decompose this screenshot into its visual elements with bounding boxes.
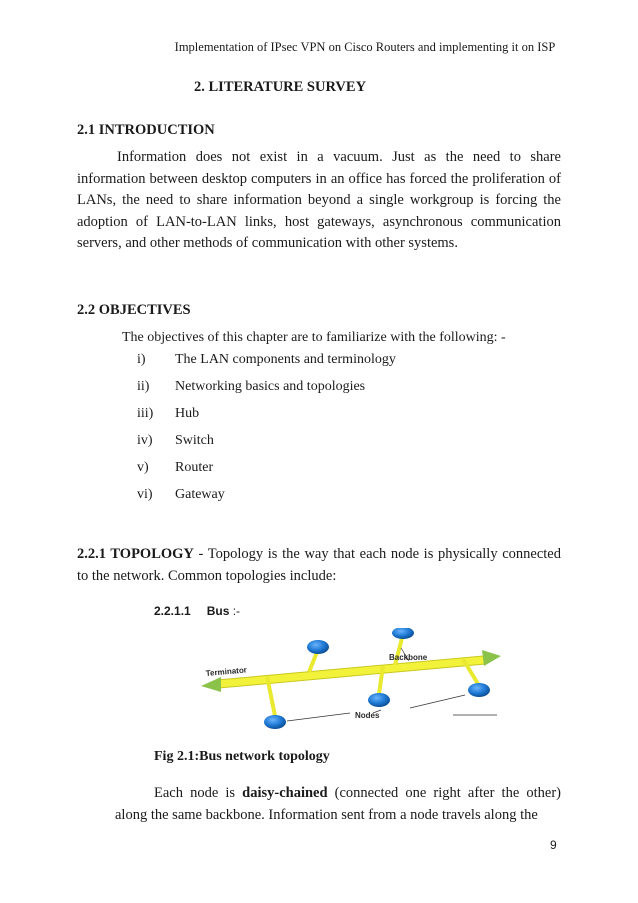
list-item-number: vi) — [137, 487, 153, 502]
emphasis-term: daisy-chained — [242, 785, 328, 801]
node-icon — [264, 715, 286, 729]
list-item-number: ii) — [137, 379, 150, 394]
bus-description-paragraph — [115, 782, 561, 826]
list-item-number: iii) — [137, 406, 154, 421]
list-item-number: i) — [137, 352, 146, 367]
nodes-label: Nodes — [355, 711, 380, 720]
subsection-heading-bus — [154, 604, 240, 618]
bus-topology-figure — [195, 628, 525, 740]
topology-heading: 2.2.1 TOPOLOGY — [77, 546, 194, 562]
node-icon — [468, 683, 490, 697]
list-item-text: Router — [175, 460, 214, 475]
page-number: 9 — [550, 838, 557, 852]
section-heading-objectives: 2.2 OBJECTIVES — [77, 302, 191, 318]
list-item-text: The LAN components and terminology — [175, 352, 396, 367]
topology-paragraph — [77, 544, 561, 587]
list-item-number: iv) — [137, 433, 153, 448]
list-item-text: Networking basics and topologies — [175, 379, 366, 394]
backbone-label: Backbone — [389, 653, 428, 662]
text-run: Each node is — [154, 785, 243, 801]
backbone-cable — [217, 656, 485, 688]
node-icon — [392, 628, 414, 639]
introduction-paragraph: Information does not exist in a vacuum. Just as the need to share information between desktop computers in an office has forced the proliferation of LANs, the need to share information beyond a single workgroup is forcing the adoption of LAN-to-LAN links, host gateways, asynchronous communication servers, and other methods of communication with other systems. — [77, 149, 561, 251]
list-item-text: Hub — [175, 406, 200, 421]
section-heading-introduction: 2.1 INTRODUCTION — [77, 122, 215, 138]
list-item-text: Switch — [175, 433, 214, 448]
list-item-number: v) — [137, 460, 149, 475]
terminator-label: Terminator — [205, 665, 248, 678]
text-run: (connected one right after the other) along the same backbone. Information sent from a node travels along the — [115, 785, 561, 823]
topology-text: - Topology is the way that each node is physically connected to the network. Common topologies include: — [77, 546, 561, 584]
figure-caption: Fig 2.1:Bus network topology — [154, 749, 330, 764]
watermark-mark — [453, 714, 497, 716]
subsection-number: 2.2.1.1 — [154, 604, 191, 618]
node-icon — [307, 640, 329, 654]
objectives-lead: The objectives of this chapter are to familiarize with the following: - — [122, 330, 506, 345]
subsection-title: Bus — [206, 604, 230, 618]
list-item-text: Gateway — [175, 487, 225, 502]
running-header: Implementation of IPsec VPN on Cisco Routers and implementing it on ISP — [174, 40, 556, 54]
node-icon — [368, 693, 390, 707]
chapter-title: 2. LITERATURE SURVEY — [194, 79, 367, 95]
subsection-suffix: :- — [229, 604, 241, 618]
